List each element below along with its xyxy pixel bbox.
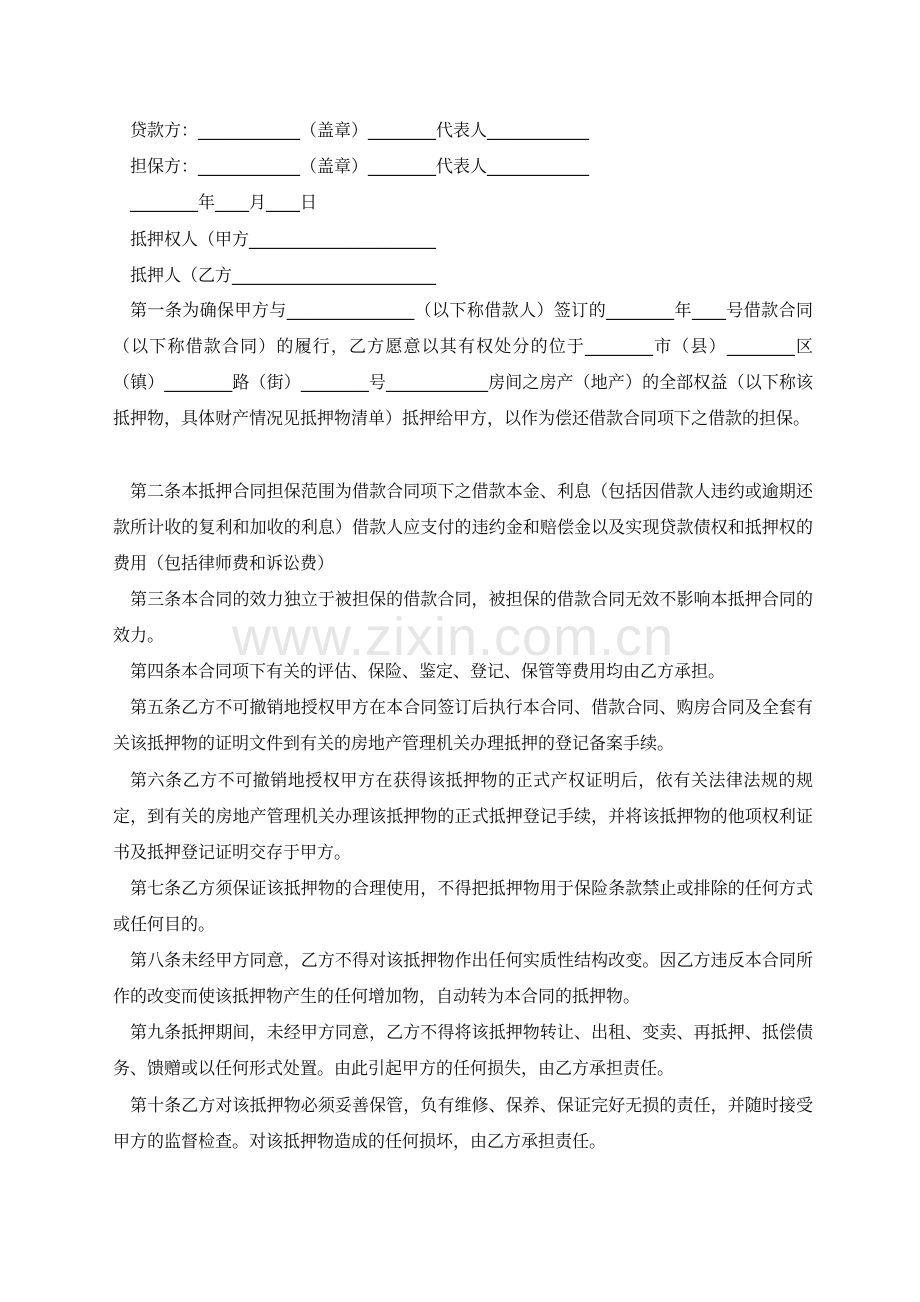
mortgagor-line: 抵押人（乙方________________________ — [130, 266, 436, 286]
article-6: 第六条乙方不可撤销地授权甲方在获得该抵押物的正式产权证明后，依有关法律法规的规定，到有关的房地产管理机关办理该抵押物的正式抵押登记手续，并将该抵押物的他项权利证书及抵押登记证明交存于甲方。 — [113, 771, 813, 863]
article-7: 第七条乙方须保证该抵押物的合理使用，不得把抵押物用于保险条款禁止或排除的任何方式或任何目的。 — [113, 879, 813, 935]
lender-line: 贷款方：____________（盖章）________代表人____________ — [130, 121, 589, 141]
guarantor-line: 担保方：____________（盖章）________代表人____________ — [130, 157, 589, 177]
article-9: 第九条抵押期间，未经甲方同意，乙方不得将该抵押物转让、出租、变卖、再抵押、抵偿债务、馈赠或以任何形式处置。由此引起甲方的任何损失，由乙方承担责任。 — [113, 1023, 813, 1079]
article-4: 第四条本合同项下有关的评估、保险、鉴定、登记、保管等费用均由乙方承担。 — [130, 662, 725, 682]
mortgagee-line: 抵押权人（甲方______________________ — [130, 230, 436, 250]
article-8: 第八条未经甲方同意，乙方不得对该抵押物作出任何实质性结构改变。因乙方违反本合同所作的改变而使该抵押物产生的任何增加物，自动转为本合同的抵押物。 — [113, 951, 813, 1007]
article-2: 第二条本抵押合同担保范围为借款合同项下之借款本金、利息（包括因借款人违约或逾期还款所计收的复利和加收的利息）借款人应支付的违约金和赔偿金以及实现贷款债权和抵押权的费用（包括律师费和诉讼费） — [113, 482, 813, 574]
date-line: ________年____月____日 — [130, 193, 317, 213]
watermark: www.zixin.com.cn — [232, 607, 675, 667]
article-10: 第十条乙方对该抵押物必须妥善保管，负有维修、保养、保证完好无损的责任，并随时接受甲方的监督检查。对该抵押物造成的任何损坏，由乙方承担责任。 — [113, 1096, 813, 1152]
article-5: 第五条乙方不可撤销地授权甲方在本合同签订后执行本合同、借款合同、购房合同及全套有关该抵押物的证明文件到有关的房地产管理机关办理抵押的登记备案手续。 — [113, 698, 813, 754]
article-1: 第一条为确保甲方与_______________（以下称借款人）签订的________年____号借款合同（以下称借款合同）的履行，乙方愿意以其有权处分的位于________市（县）________区（镇）________路（街）________号____________房间之房产（地产）的全部权益（以下称该抵押物，具体财产情况见抵押物清单）抵押给甲方，以作为偿还借款合同项下之借款的担保。 — [113, 301, 813, 429]
article-3: 第三条本合同的效力独立于被担保的借款合同，被担保的借款合同无效不影响本抵押合同的效力。 — [113, 590, 813, 646]
